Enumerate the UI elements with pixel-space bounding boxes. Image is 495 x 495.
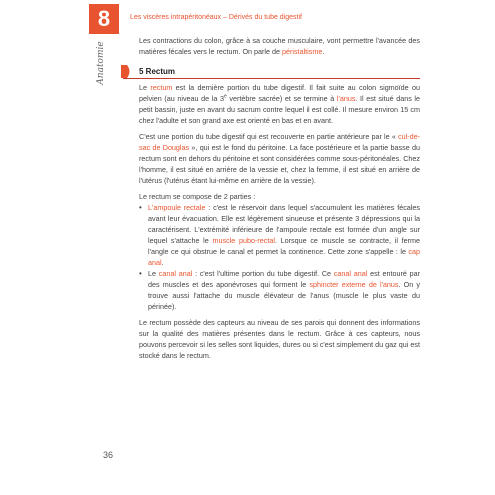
term-peristaltisme: péristaltisme [282,47,323,56]
text: Le [148,269,159,278]
term-cul-de-sac-douglas: cul-de-sac de Douglas [139,132,420,152]
term-ampoule-rectale: L'ampoule rectale [148,203,206,212]
section-heading [123,65,420,79]
text: . [161,258,164,267]
text: Le [139,83,151,92]
section-title: 5 Rectum [139,67,176,76]
text: », qui est le fond du péritoine. La face postérieure et la partie basse du rectum sont en dehors du péritoine et sont considérées comme sous-péritonéales. Chez l'homme, il est situé en arrière de la vessie et, chez la femme, il est situé en arrière de l'utérus (l'utérus étant lui-même en arrière de la vessie). [139,143,420,185]
term-rectum: rectum [150,83,173,92]
text: : c'est l'ultime portion du tube digestif. Ce [192,269,334,278]
text: C'est une portion du tube digestif qui est recouverte en partie antérieure par le « [139,132,399,141]
text: . Il est situé dans le petit bassin, juste en avant du sacrum contre lequel il est collé. Il mesure environ 15 cm chez l'adulte et son grand axe est orienté en bas et en avant. [139,94,421,125]
sensors-paragraph: Le rectum possède des capteurs au niveau de ses parois qui donnent des informations sur la qualité des matières présentes dans le rectum. Grâce à ces capteurs, nous pouvons percevoir si les selles sont liquides, dures ou si c'est simplement du gaz qui est stocké dans le rectum. [139,318,420,360]
section-marker-icon [121,65,133,78]
intro-text: Les contractions du colon, grâce à sa couche musculaire, vont permettre l'avancée des matières fécales vers le rectum. On parle de [139,36,420,56]
text: est la dernière portion du tube digestif. Il fait suite au colon sigmoïde ou pelvien (au niveau de la 3 [139,83,420,103]
text: : c'est le réservoir dans lequel s'accumulent les matières fécales avant leur évacuation. Elle est légèrement sinueuse et présente 3 dépressions qui la caractérisent. L'extrémité inférieure de l'ampoule rectale est formée d'un angle sur lequel s'attache le [148,203,420,245]
bullet: • [139,203,142,212]
running-header-title: Les viscères intrapéritonéaux – Dérivés du tube digestif [130,14,302,21]
side-section-label [87,43,115,83]
side-label-text: Anatomie [96,41,106,85]
list-item-canal [139,268,420,312]
parts-list [139,202,420,312]
text: . Lorsque ce muscle se contracte, il ferme l'angle ce qui obstrue le canal et permet la continence. Cette zone s'appelle : le [148,236,421,256]
main-content [139,35,420,366]
parts-intro: Le rectum se compose de 2 parties : [139,192,256,201]
bullet: • [139,269,142,278]
chapter-number-badge [89,4,119,34]
superscript: e [223,93,227,100]
rectum-definition-paragraph [139,82,420,126]
text: vertèbre sacrée) et se termine à [226,94,337,103]
page-number: 36 [103,450,114,460]
chapter-number: 8 [97,6,111,31]
term-canal-anal-2: canal anal [333,269,368,278]
term-canal-anal: canal anal [158,269,193,278]
intro-paragraph [139,35,420,57]
term-muscle-pubo-rectal: muscle pubo-rectal [212,236,275,245]
rectum-position-paragraph [139,131,420,186]
text: est entouré par des muscles et des aponévroses qui forment le [148,269,420,289]
term-cap-anal: cap anal [148,247,420,267]
term-anus: l'anus [336,94,356,103]
term-sphincter: sphincter externe de l'anus [309,280,399,289]
list-item-ampoule [139,202,420,268]
intro-text-end: . [322,47,325,56]
text: . On y trouve aussi l'attache du muscle élévateur de l'anus (muscle le plus vaste du périnée). [148,280,420,311]
